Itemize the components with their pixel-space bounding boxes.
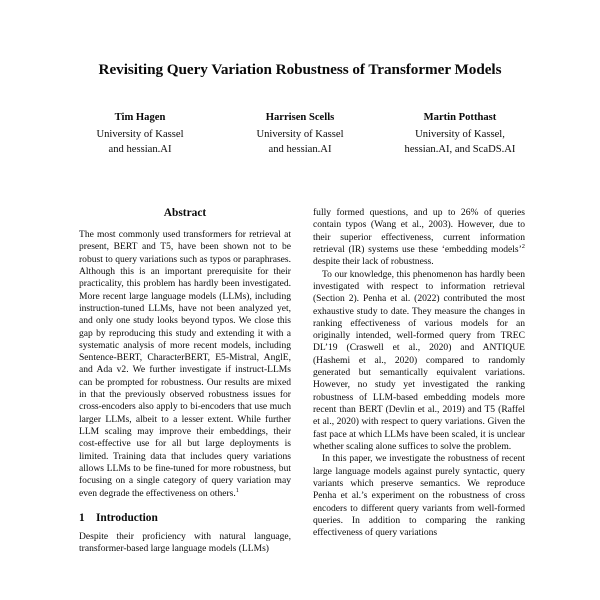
author-entry — [380, 110, 540, 158]
two-column-body — [79, 207, 525, 600]
continued-paragraph-part2: despite their lack of robustness. — [313, 256, 434, 268]
section-number: 1 — [79, 511, 85, 524]
contribution-paragraph: In this paper, we investigate the robustness of recent large language models against purely syntactic, query variants which preserve semantics. We reproduce Penha et al.’s experiment on the robustness of cross encoders to different query variants from well-formed queries. In addition to comparing the ranking effectiveness of query variations — [313, 453, 525, 539]
abstract-heading: Abstract — [163, 207, 207, 219]
embedding-models-footnote-marker: 2 — [521, 242, 525, 250]
abstract-body: The most commonly used transformers for retrieval at present, BERT and T5, have been shown not to be robust to query variations such as typos or paraphrases. Although this is an important prerequisite for their practicality, this problem has hardly been investigated. More recent large language models (LLMs), including instruction-tuned LLMs, have not been analyzed yet, and only one study looks beyond typos. We close this gap by reproducing this study and extending it with a systematic analysis of more recent models, including Sentence-BERT, CharacterBERT, E5-Mistral, AnglE, and Ada v2. We further investigate if instruct-LLMs can be prompted for robustness. Our results are mixed in that the previously observed robustness issues for cross-encoders also apply to bi-encoders that use much larger LLMs, albeit to a lesser extent. While further LLM scaling may improve their embeddings, their cost-effective use for all but large deployments is limited. Training data that includes query variations allows LLMs to be fine-tuned for more robustness, but focusing on a single category of query variation may even degrade the effectiveness on others. — [79, 229, 291, 499]
author-affiliation-line: hessian.AI, and ScaDS.AI — [404, 144, 516, 156]
author-affiliation-line: University of Kassel, — [415, 128, 505, 140]
author-affiliation-line: and hessian.AI — [108, 144, 172, 156]
section-title: Introduction — [96, 511, 158, 524]
left-column — [79, 207, 291, 600]
abstract-text — [79, 229, 291, 500]
related-work-paragraph: To our knowledge, this phenomenon has hardly been investigated with respect to information retrieval (Section 2). Penha et al. (2022) contributed the most exhaustive study to date. They measure the changes in ranking effectiveness of various models for an originally intended, well-formed query from TREC DL’19 (Craswell et al., 2020) and ANTIQUE (Hashemi et al., 2020) compared to randomly generated but semantically equivalent variations. However, no study yet investigated the ranking robustness of LLM-based embedding models more recent than BERT (Devlin et al., 2019) and T5 (Raffel et al., 2020) with respect to query variations. Given the fast pace at which LLMs have been scaled, it is unclear whether scaling alone suffices to solve the problem. — [313, 268, 525, 452]
author-entry — [60, 110, 220, 158]
page-title: Revisiting Query Variation Robustness of Transformer Models — [98, 61, 502, 78]
continued-paragraph-part1: fully formed questions, and up to 26% of queries contain typos (Wang et al., 2003). However, due to their superior effectiveness, current information retrieval (IR) systems use these ‘embedding models’ — [313, 207, 525, 255]
author-entry — [220, 110, 380, 158]
author-name: Tim Hagen — [114, 112, 166, 123]
introduction-paragraph: Despite their proficiency with natural language, transformer-based large language models (LLMs) — [79, 530, 291, 555]
author-list — [60, 110, 540, 158]
author-name: Martin Potthast — [423, 112, 497, 123]
author-affiliation-line: University of Kassel — [96, 128, 184, 140]
abstract-footnote-marker: 1 — [235, 486, 239, 494]
continued-paragraph — [313, 207, 525, 269]
author-affiliation-line: University of Kassel — [256, 128, 344, 140]
section-heading-introduction — [79, 512, 291, 525]
author-affiliation-line: and hessian.AI — [268, 144, 332, 156]
right-column — [313, 207, 525, 600]
author-name: Harrisen Scells — [265, 112, 335, 123]
